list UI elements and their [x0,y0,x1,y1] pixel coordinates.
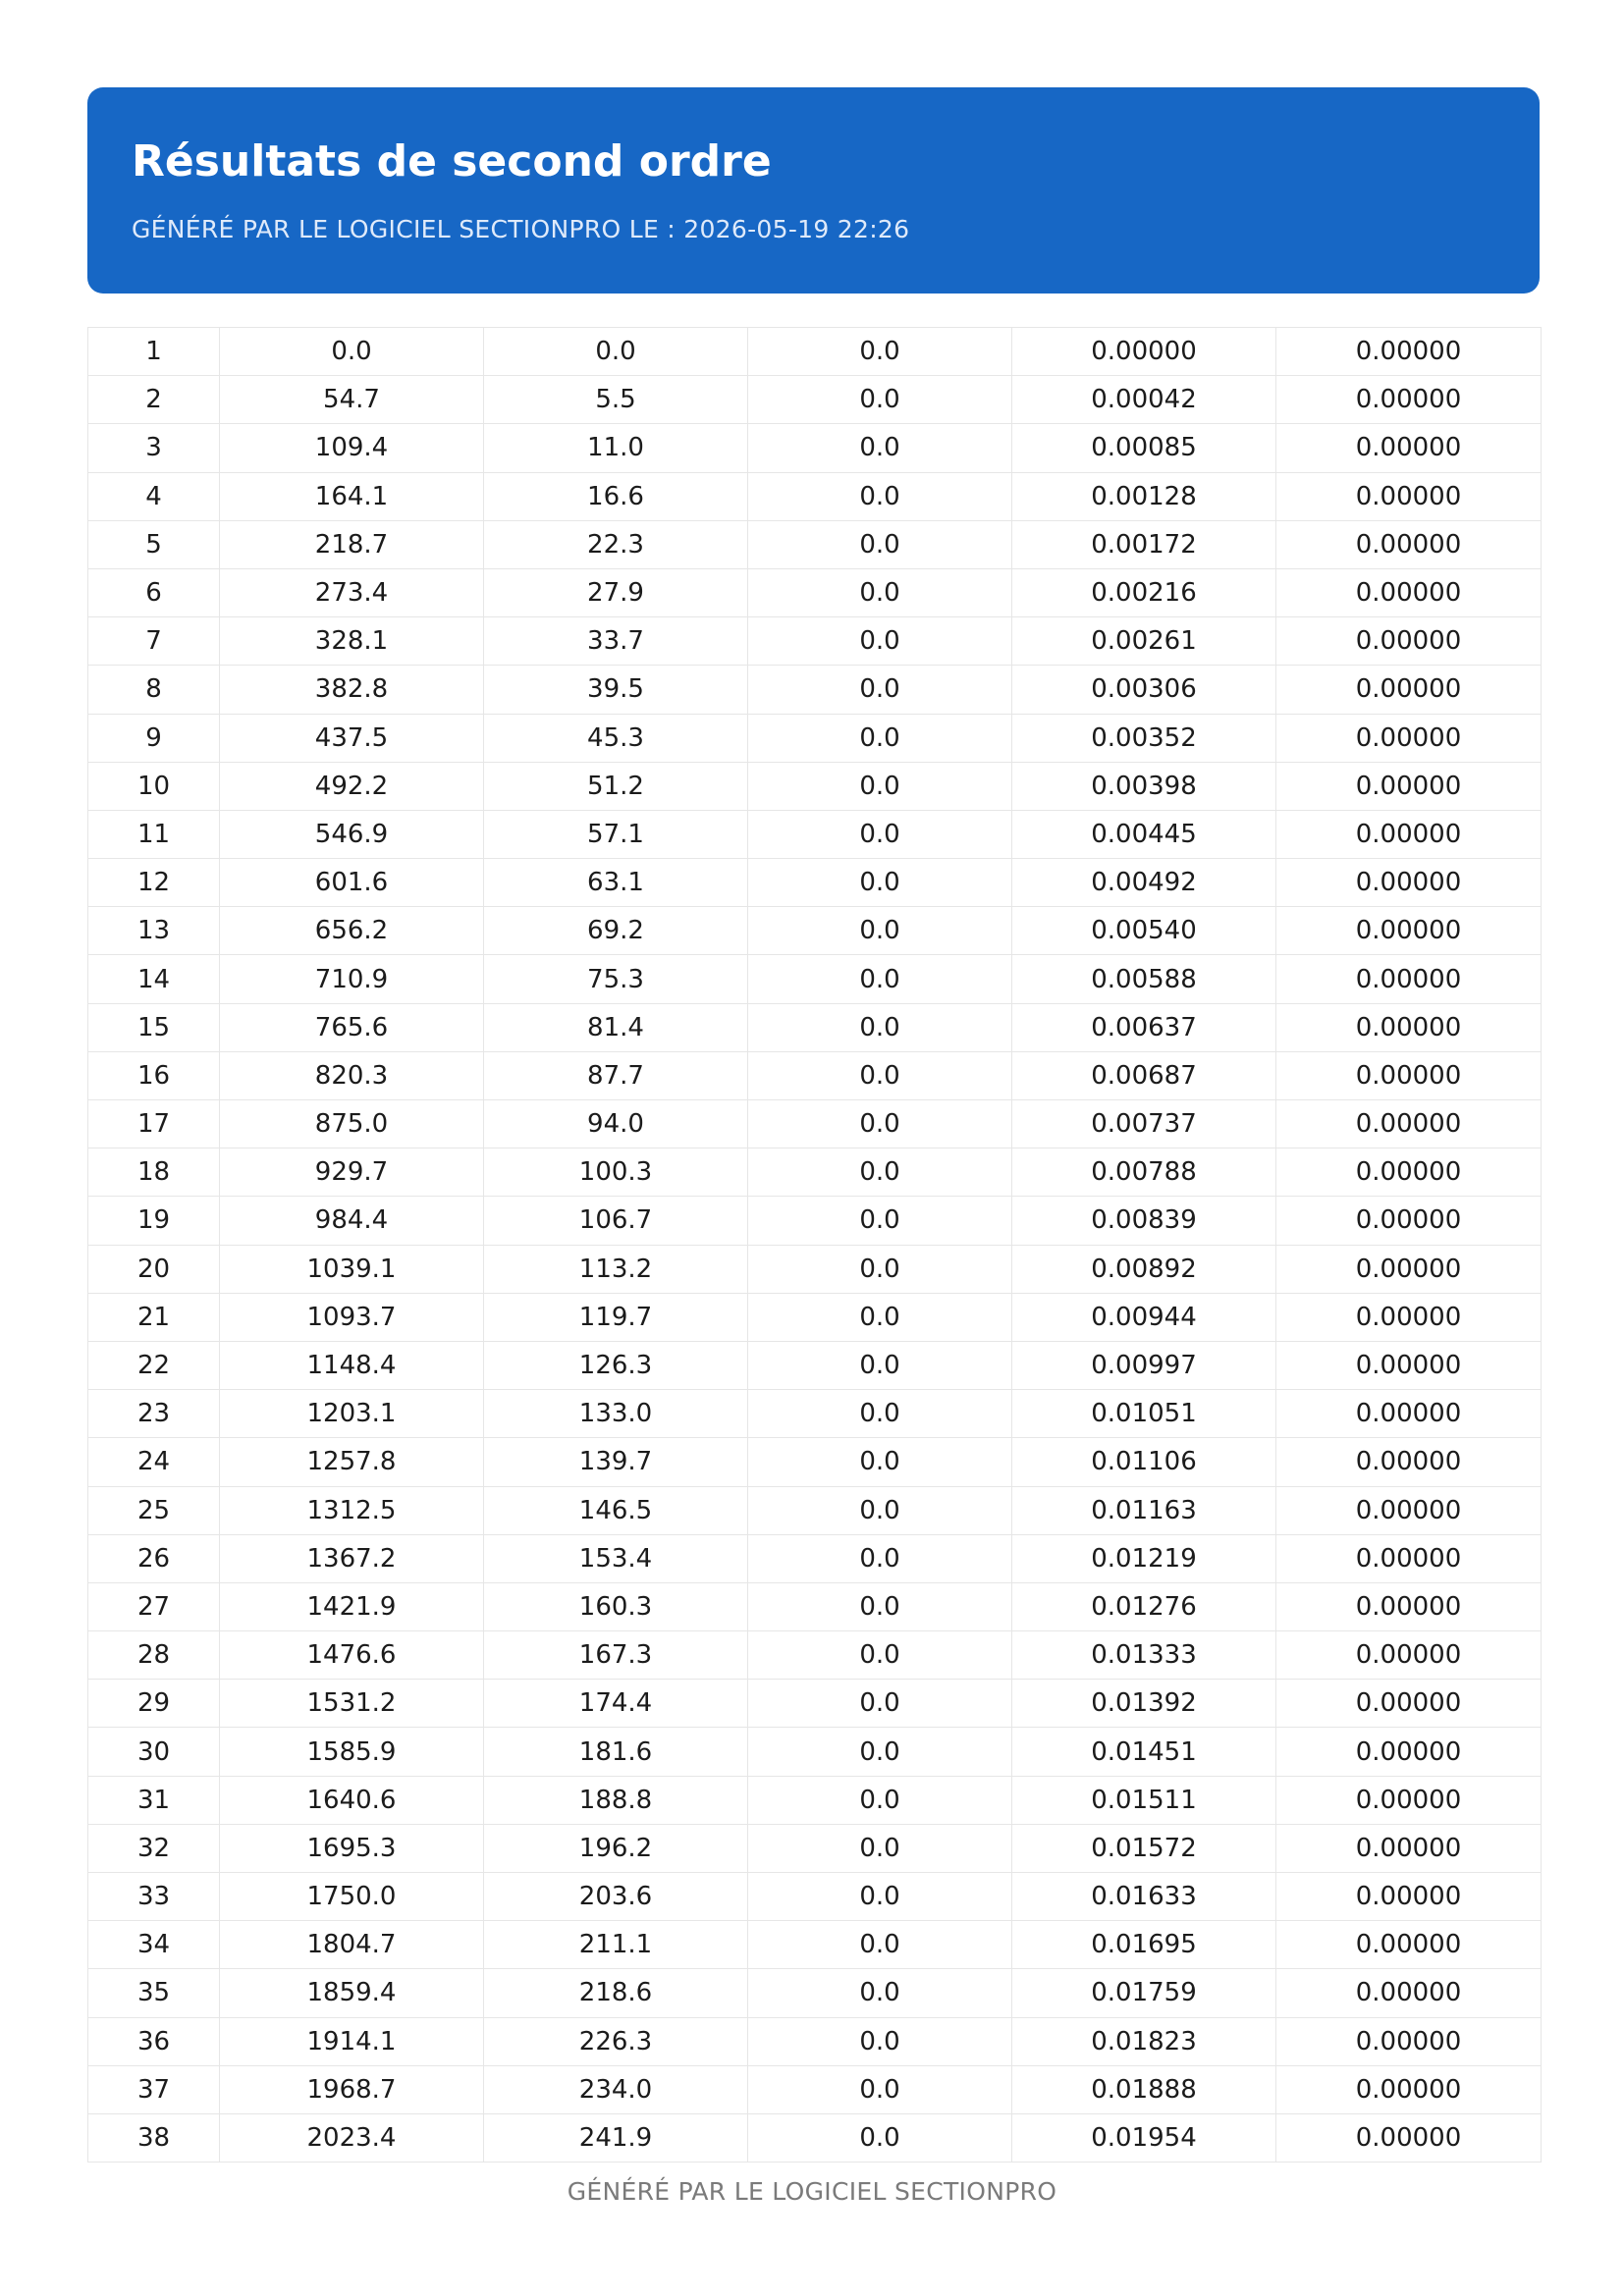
table-cell: 22 [88,1341,220,1389]
table-row [88,1051,1542,1099]
table-row [88,617,1542,666]
table-cell: 0.00445 [1012,810,1276,858]
table-cell: 0.00000 [1276,1341,1542,1389]
table-cell: 0.00637 [1012,1003,1276,1051]
table-row [88,810,1542,858]
table-cell: 0.0 [748,1824,1012,1872]
table-cell: 0.01219 [1012,1534,1276,1582]
table-row [88,1341,1542,1389]
table-cell: 0.0 [748,1921,1012,1969]
table-cell: 0.0 [748,666,1012,714]
table-cell: 9 [88,714,220,762]
table-cell: 0.00492 [1012,859,1276,907]
table-cell: 0.0 [748,1969,1012,2017]
table-cell: 241.9 [484,2113,748,2162]
table-cell: 25 [88,1486,220,1534]
table-cell: 33.7 [484,617,748,666]
table-cell: 0.00000 [1276,472,1542,520]
table-cell: 27 [88,1582,220,1630]
table-cell: 1039.1 [220,1245,484,1293]
table-cell: 35 [88,1969,220,2017]
table-cell: 0.0 [748,2113,1012,2162]
table-cell: 0.0 [748,1486,1012,1534]
table-cell: 119.7 [484,1293,748,1341]
table-row [88,666,1542,714]
table-cell: 0.00398 [1012,762,1276,810]
table-cell: 0.01051 [1012,1390,1276,1438]
table-cell: 0.0 [748,520,1012,568]
table-cell: 106.7 [484,1197,748,1245]
table-cell: 33 [88,1873,220,1921]
table-row [88,328,1542,376]
table-cell: 0.00000 [1276,1100,1542,1148]
table-row [88,907,1542,955]
table-cell: 0.0 [748,810,1012,858]
table-cell: 0.01759 [1012,1969,1276,2017]
table-cell: 0.0 [748,2017,1012,2065]
table-cell: 0.0 [748,714,1012,762]
table-row [88,1582,1542,1630]
table-cell: 15 [88,1003,220,1051]
table-cell: 0.0 [748,1293,1012,1341]
table-cell: 75.3 [484,955,748,1003]
table-cell: 13 [88,907,220,955]
table-cell: 0.00000 [1276,1582,1542,1630]
table-cell: 57.1 [484,810,748,858]
table-cell: 601.6 [220,859,484,907]
table-cell: 28 [88,1631,220,1680]
table-cell: 0.00000 [1276,762,1542,810]
table-cell: 0.00000 [1276,1245,1542,1293]
table-cell: 0.00000 [1276,955,1542,1003]
table-row [88,859,1542,907]
table-cell: 0.00000 [1276,1390,1542,1438]
table-cell: 273.4 [220,568,484,616]
table-cell: 0.00000 [1276,666,1542,714]
table-row [88,1921,1542,1969]
table-row [88,2113,1542,2162]
table-cell: 0.01333 [1012,1631,1276,1680]
table-cell: 492.2 [220,762,484,810]
table-cell: 1312.5 [220,1486,484,1534]
table-cell: 0.00997 [1012,1341,1276,1389]
table-row [88,1003,1542,1051]
table-cell: 0.0 [748,2065,1012,2113]
table-cell: 0.0 [748,1680,1012,1728]
table-cell: 1531.2 [220,1680,484,1728]
table-cell: 69.2 [484,907,748,955]
table-cell: 234.0 [484,2065,748,2113]
table-cell: 1476.6 [220,1631,484,1680]
table-cell: 34 [88,1921,220,1969]
table-cell: 0.0 [748,617,1012,666]
table-cell: 0.00000 [1276,2065,1542,2113]
table-cell: 0.00000 [1276,1293,1542,1341]
table-cell: 0.0 [748,424,1012,472]
table-cell: 0.00000 [1276,1197,1542,1245]
table-cell: 139.7 [484,1438,748,1486]
table-cell: 0.0 [748,568,1012,616]
table-cell: 167.3 [484,1631,748,1680]
table-cell: 2 [88,376,220,424]
table-cell: 203.6 [484,1873,748,1921]
table-row [88,1728,1542,1776]
table-cell: 0.00000 [1276,1873,1542,1921]
table-cell: 18 [88,1148,220,1197]
table-cell: 929.7 [220,1148,484,1197]
table-cell: 30 [88,1728,220,1776]
table-cell: 0.0 [748,859,1012,907]
table-cell: 160.3 [484,1582,748,1630]
table-row [88,1245,1542,1293]
table-cell: 0.01511 [1012,1776,1276,1824]
table-row [88,424,1542,472]
table-cell: 153.4 [484,1534,748,1582]
table-cell: 0.00000 [1276,810,1542,858]
table-row [88,1873,1542,1921]
table-cell: 1148.4 [220,1341,484,1389]
table-row [88,1100,1542,1148]
table-cell: 437.5 [220,714,484,762]
table-cell: 45.3 [484,714,748,762]
table-cell: 14 [88,955,220,1003]
table-row [88,376,1542,424]
table-cell: 984.4 [220,1197,484,1245]
table-cell: 1585.9 [220,1728,484,1776]
table-cell: 211.1 [484,1921,748,1969]
table-cell: 0.00892 [1012,1245,1276,1293]
table-cell: 0.00000 [1276,1921,1542,1969]
table-cell: 0.0 [748,1728,1012,1776]
table-cell: 0.0 [748,1631,1012,1680]
table-cell: 0.0 [748,1873,1012,1921]
table-row [88,1680,1542,1728]
table-cell: 0.01954 [1012,2113,1276,2162]
page-title: Résultats de second ordre [132,136,772,187]
table-cell: 328.1 [220,617,484,666]
table-cell: 0.0 [748,472,1012,520]
table-cell: 0.00000 [1276,1534,1542,1582]
table-cell: 226.3 [484,2017,748,2065]
table-cell: 188.8 [484,1776,748,1824]
table-cell: 0.00839 [1012,1197,1276,1245]
table-cell: 6 [88,568,220,616]
table-cell: 113.2 [484,1245,748,1293]
table-cell: 37 [88,2065,220,2113]
table-cell: 8 [88,666,220,714]
table-cell: 0.00000 [1276,1776,1542,1824]
table-cell: 5 [88,520,220,568]
table-cell: 0.0 [748,1582,1012,1630]
table-cell: 0.00000 [1276,1438,1542,1486]
table-cell: 0.00000 [1276,1486,1542,1534]
table-cell: 0.00000 [1276,1631,1542,1680]
table-cell: 16.6 [484,472,748,520]
table-row [88,2065,1542,2113]
table-cell: 32 [88,1824,220,1872]
table-cell: 1093.7 [220,1293,484,1341]
table-cell: 0.00306 [1012,666,1276,714]
table-cell: 1914.1 [220,2017,484,2065]
table-cell: 20 [88,1245,220,1293]
table-cell: 24 [88,1438,220,1486]
table-cell: 81.4 [484,1003,748,1051]
table-cell: 0.00000 [1276,1680,1542,1728]
results-table [87,327,1542,2163]
table-cell: 7 [88,617,220,666]
table-cell: 0.0 [748,1051,1012,1099]
table-cell: 0.00000 [1012,328,1276,376]
table-cell: 0.00000 [1276,859,1542,907]
table-cell: 133.0 [484,1390,748,1438]
table-cell: 0.00128 [1012,472,1276,520]
table-cell: 12 [88,859,220,907]
table-cell: 126.3 [484,1341,748,1389]
table-row [88,762,1542,810]
table-cell: 0.0 [748,907,1012,955]
table-row [88,472,1542,520]
table-cell: 23 [88,1390,220,1438]
table-cell: 0.00000 [1276,520,1542,568]
table-cell: 11 [88,810,220,858]
table-row [88,1438,1542,1486]
table-cell: 820.3 [220,1051,484,1099]
table-cell: 0.00000 [1276,1003,1542,1051]
table-cell: 54.7 [220,376,484,424]
table-cell: 0.00737 [1012,1100,1276,1148]
table-row [88,1293,1542,1341]
table-cell: 0.0 [748,1390,1012,1438]
table-cell: 94.0 [484,1100,748,1148]
table-cell: 0.0 [748,1148,1012,1197]
table-cell: 0.0 [748,1100,1012,1148]
table-cell: 0.01392 [1012,1680,1276,1728]
table-cell: 382.8 [220,666,484,714]
table-cell: 656.2 [220,907,484,955]
table-cell: 0.0 [748,1003,1012,1051]
table-cell: 1367.2 [220,1534,484,1582]
table-cell: 0.01633 [1012,1873,1276,1921]
table-cell: 5.5 [484,376,748,424]
table-cell: 3 [88,424,220,472]
table-cell: 0.0 [748,762,1012,810]
table-cell: 0.0 [748,1341,1012,1389]
table-cell: 0.01451 [1012,1728,1276,1776]
table-cell: 0.00000 [1276,328,1542,376]
table-cell: 0.0 [748,1534,1012,1582]
table-cell: 1257.8 [220,1438,484,1486]
table-row [88,1390,1542,1438]
table-cell: 39.5 [484,666,748,714]
table-cell: 0.00000 [1276,1728,1542,1776]
table-cell: 0.00000 [1276,1824,1542,1872]
table-cell: 11.0 [484,424,748,472]
table-cell: 875.0 [220,1100,484,1148]
report-header [87,87,1540,294]
table-cell: 0.01823 [1012,2017,1276,2065]
table-cell: 0.0 [748,955,1012,1003]
table-cell: 63.1 [484,859,748,907]
table-cell: 1968.7 [220,2065,484,2113]
table-cell: 0.00788 [1012,1148,1276,1197]
table-cell: 1695.3 [220,1824,484,1872]
table-cell: 0.00352 [1012,714,1276,762]
table-cell: 29 [88,1680,220,1728]
table-cell: 0.0 [748,328,1012,376]
table-row [88,1197,1542,1245]
table-cell: 0.0 [220,328,484,376]
table-cell: 0.0 [748,1438,1012,1486]
table-row [88,568,1542,616]
table-cell: 51.2 [484,762,748,810]
table-row [88,1969,1542,2017]
table-cell: 0.01695 [1012,1921,1276,1969]
table-cell: 0.00687 [1012,1051,1276,1099]
table-row [88,1631,1542,1680]
table-cell: 146.5 [484,1486,748,1534]
table-cell: 1859.4 [220,1969,484,2017]
table-row [88,1534,1542,1582]
table-cell: 100.3 [484,1148,748,1197]
results-table-body [88,328,1542,2163]
table-cell: 0.01106 [1012,1438,1276,1486]
table-cell: 0.00000 [1276,424,1542,472]
table-cell: 21 [88,1293,220,1341]
table-cell: 765.6 [220,1003,484,1051]
table-cell: 0.00085 [1012,424,1276,472]
table-cell: 0.00944 [1012,1293,1276,1341]
table-cell: 0.00000 [1276,568,1542,616]
table-cell: 16 [88,1051,220,1099]
table-cell: 0.00000 [1276,2017,1542,2065]
table-row [88,1824,1542,1872]
table-cell: 0.0 [484,328,748,376]
generated-by-subtitle: GÉNÉRÉ PAR LE LOGICIEL SECTIONPRO LE : 2026-05-19 22:26 [132,215,910,243]
table-cell: 17 [88,1100,220,1148]
table-cell: 710.9 [220,955,484,1003]
table-cell: 0.00261 [1012,617,1276,666]
table-cell: 0.00000 [1276,907,1542,955]
table-cell: 87.7 [484,1051,748,1099]
table-cell: 1750.0 [220,1873,484,1921]
table-cell: 0.0 [748,1776,1012,1824]
table-cell: 0.0 [748,376,1012,424]
table-row [88,1148,1542,1197]
table-row [88,2017,1542,2065]
table-cell: 218.6 [484,1969,748,2017]
table-cell: 0.00000 [1276,1969,1542,2017]
table-cell: 546.9 [220,810,484,858]
table-cell: 1640.6 [220,1776,484,1824]
table-cell: 4 [88,472,220,520]
table-cell: 0.00000 [1276,714,1542,762]
table-cell: 1421.9 [220,1582,484,1630]
table-cell: 218.7 [220,520,484,568]
table-cell: 196.2 [484,1824,748,1872]
table-row [88,955,1542,1003]
table-cell: 0.00000 [1276,617,1542,666]
table-row [88,520,1542,568]
table-row [88,714,1542,762]
table-cell: 10 [88,762,220,810]
table-cell: 0.00000 [1276,2113,1542,2162]
table-cell: 174.4 [484,1680,748,1728]
table-cell: 0.01888 [1012,2065,1276,2113]
table-cell: 2023.4 [220,2113,484,2162]
table-cell: 0.00000 [1276,1051,1542,1099]
table-cell: 26 [88,1534,220,1582]
table-cell: 0.00172 [1012,520,1276,568]
table-cell: 27.9 [484,568,748,616]
table-cell: 31 [88,1776,220,1824]
page-footer: GÉNÉRÉ PAR LE LOGICIEL SECTIONPRO [567,2177,1057,2206]
table-cell: 0.00216 [1012,568,1276,616]
table-row [88,1486,1542,1534]
table-cell: 22.3 [484,520,748,568]
table-cell: 0.00042 [1012,376,1276,424]
table-cell: 1 [88,328,220,376]
table-cell: 164.1 [220,472,484,520]
table-cell: 181.6 [484,1728,748,1776]
table-cell: 0.01163 [1012,1486,1276,1534]
table-cell: 1203.1 [220,1390,484,1438]
table-row [88,1776,1542,1824]
table-cell: 0.00588 [1012,955,1276,1003]
table-cell: 109.4 [220,424,484,472]
table-cell: 0.0 [748,1197,1012,1245]
table-cell: 0.00540 [1012,907,1276,955]
table-cell: 38 [88,2113,220,2162]
table-cell: 0.00000 [1276,376,1542,424]
table-cell: 0.01276 [1012,1582,1276,1630]
table-cell: 0.00000 [1276,1148,1542,1197]
table-cell: 19 [88,1197,220,1245]
table-cell: 0.01572 [1012,1824,1276,1872]
table-cell: 1804.7 [220,1921,484,1969]
table-cell: 0.0 [748,1245,1012,1293]
table-cell: 36 [88,2017,220,2065]
